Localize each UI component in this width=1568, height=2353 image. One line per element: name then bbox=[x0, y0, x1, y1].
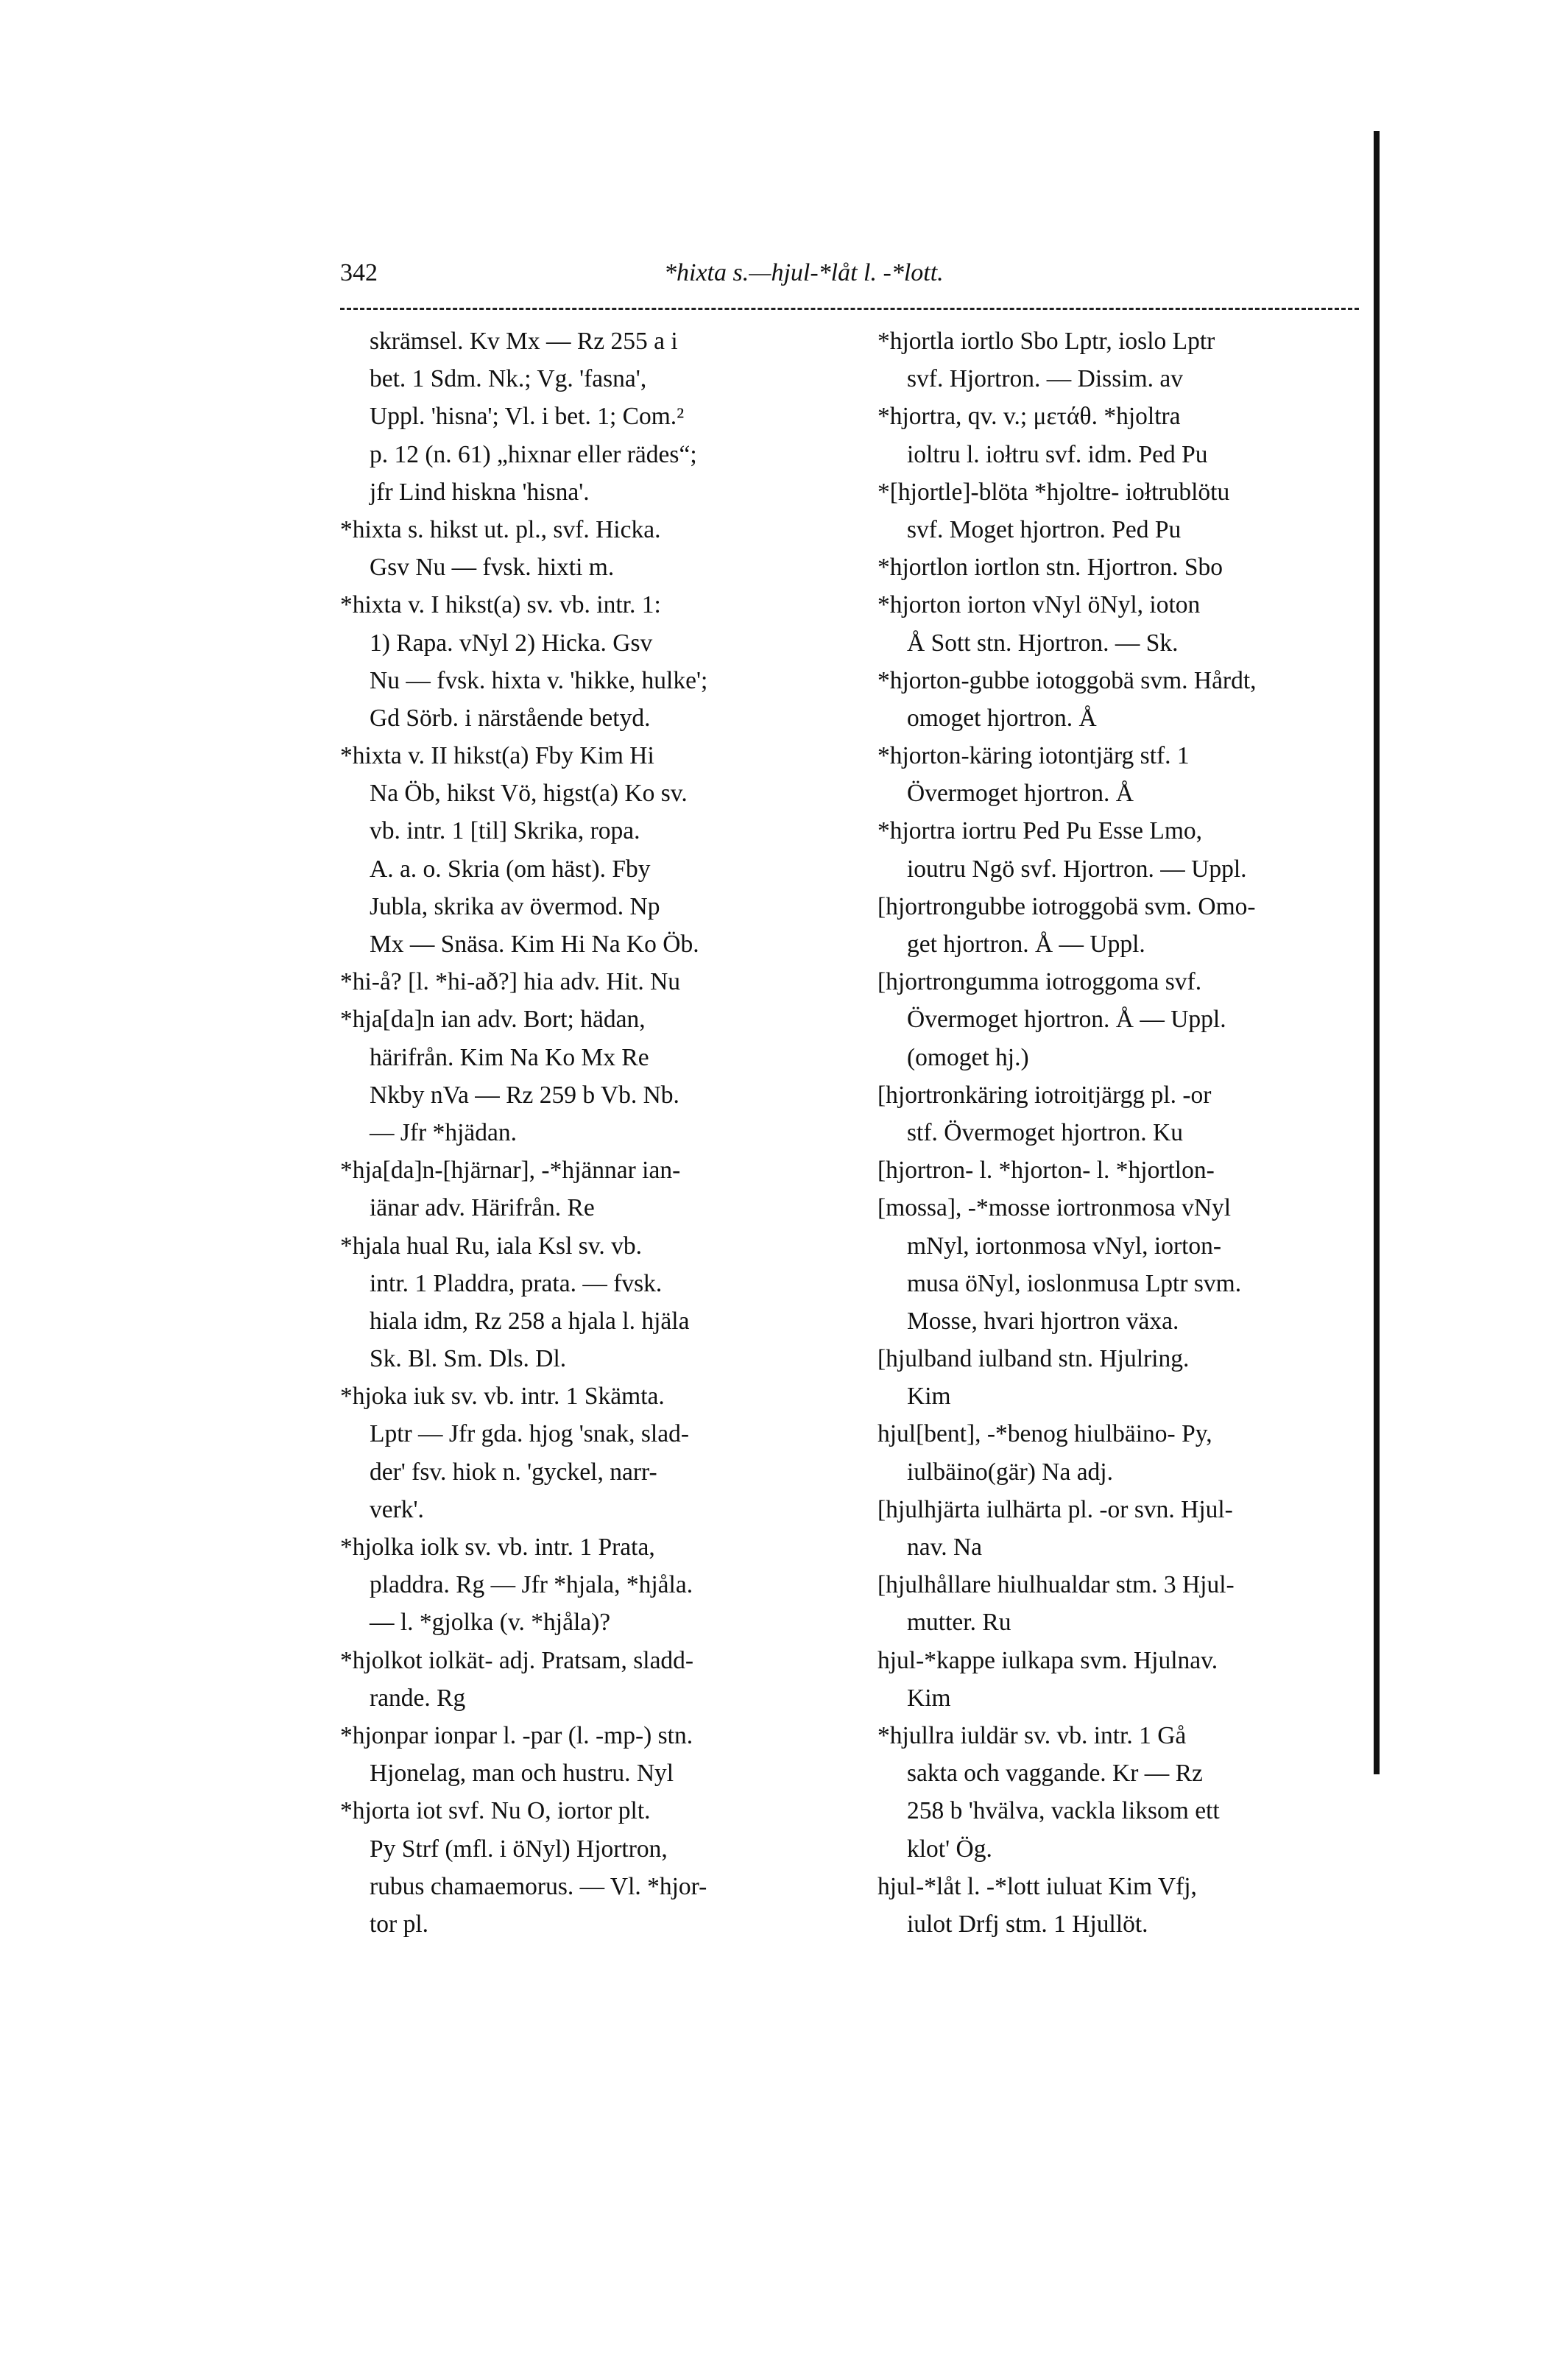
left-column-line: tor pl. bbox=[370, 1910, 429, 1938]
right-column-line: svf. Hjortron. — Dissim. av bbox=[907, 365, 1183, 393]
left-column-line: — l. *gjolka (v. *hjåla)? bbox=[370, 1609, 611, 1637]
left-column-line: verk'. bbox=[370, 1495, 424, 1523]
right-column-line: [hjortron- l. *hjorton- l. *hjortlon- bbox=[877, 1157, 1215, 1185]
right-column-line: Kim bbox=[907, 1684, 951, 1712]
right-column-line: [hjulband iulband stn. Hjulring. bbox=[877, 1345, 1190, 1373]
right-column-line: [hjulhållare hiulhualdar stm. 3 Hjul- bbox=[877, 1571, 1235, 1599]
right-column-line: (omoget hj.) bbox=[907, 1043, 1029, 1071]
left-column-line: pladdra. Rg — Jfr *hjala, *hjåla. bbox=[370, 1571, 693, 1599]
left-column-line: Jubla, skrika av övermod. Np bbox=[370, 892, 660, 920]
right-column-line: *hjortlon iortlon stn. Hjortron. Sbo bbox=[877, 554, 1223, 582]
right-column-line: *hjorton iorton vNyl öNyl, ioton bbox=[877, 591, 1201, 619]
left-column-line: p. 12 (n. 61) „hixnar eller rädes“; bbox=[370, 440, 697, 468]
right-column-line: hjul-*låt l. -*lott iuluat Kim Vfj, bbox=[877, 1872, 1197, 1900]
left-column-line: intr. 1 Pladdra, prata. — fvsk. bbox=[370, 1269, 663, 1297]
left-column-line: *hixta v. I hikst(a) sv. vb. intr. 1: bbox=[340, 591, 661, 619]
right-column-line: *hjorton-gubbe iotoggobä svm. Hårdt, bbox=[877, 666, 1257, 694]
right-column-line: ioltru l. iołtru svf. idm. Ped Pu bbox=[907, 440, 1208, 468]
left-column-line: *hja[da]n ian adv. Bort; hädan, bbox=[340, 1006, 646, 1034]
left-column-line: Mx — Snäsa. Kim Hi Na Ko Öb. bbox=[370, 931, 699, 958]
left-column-line: 1) Rapa. vNyl 2) Hicka. Gsv bbox=[370, 629, 653, 657]
right-column-line: mNyl, iortonmosa vNyl, iorton- bbox=[907, 1232, 1222, 1260]
left-column-line: Na Öb, hikst Vö, higst(a) Ko sv. bbox=[370, 780, 688, 808]
right-column-line: Övermoget hjortron. Å bbox=[907, 780, 1134, 808]
right-column-line: musa öNyl, ioslonmusa Lptr svm. bbox=[907, 1269, 1242, 1297]
header-rule bbox=[340, 308, 1359, 310]
left-column-line: bet. 1 Sdm. Nk.; Vg. 'fasna', bbox=[370, 365, 647, 393]
left-column-line: der' fsv. hiok n. 'gyckel, narr- bbox=[370, 1458, 657, 1486]
right-column-line: ioutru Ngö svf. Hjortron. — Uppl. bbox=[907, 855, 1247, 883]
page-number: 342 bbox=[340, 259, 378, 286]
right-column bbox=[877, 322, 1371, 1943]
left-column-line: *hja[da]n-[hjärnar], -*hjännar ian- bbox=[340, 1157, 681, 1185]
left-column-line: hiala idm, Rz 258 a hjala l. hjäla bbox=[370, 1307, 690, 1335]
right-column-line: Kim bbox=[907, 1383, 951, 1411]
right-column-line: 258 b 'hvälva, vackla liksom ett bbox=[907, 1797, 1220, 1825]
right-column-line: hjul-*kappe iulkapa svm. Hjulnav. bbox=[877, 1646, 1218, 1674]
running-head: *hixta s.—hjul-*låt l. -*lott. bbox=[664, 259, 944, 286]
left-column-line: vb. intr. 1 [til] Skrika, ropa. bbox=[370, 817, 640, 845]
right-column-line: stf. Övermoget hjortron. Ku bbox=[907, 1118, 1183, 1146]
right-column-line: *hjortla iortlo Sbo Lptr, ioslo Lptr bbox=[877, 328, 1215, 355]
right-column-line: [hjortrongubbe iotroggobä svm. Omo- bbox=[877, 892, 1256, 920]
left-column-line: *hi-å? [l. *hi-að?] hia adv. Hit. Nu bbox=[340, 968, 681, 996]
left-column-line: skrämsel. Kv Mx — Rz 255 a i bbox=[370, 328, 678, 355]
left-column-line: *hixta v. II hikst(a) Fby Kim Hi bbox=[340, 742, 654, 770]
left-column-line: Uppl. 'hisna'; Vl. i bet. 1; Com.² bbox=[370, 403, 685, 431]
right-column-line: Å Sott stn. Hjortron. — Sk. bbox=[907, 629, 1179, 657]
left-column-line: Lptr — Jfr gda. hjog 'snak, slad- bbox=[370, 1420, 690, 1448]
left-column-line: *hjolkot iolkät- adj. Pratsam, sladd- bbox=[340, 1646, 694, 1674]
right-column-line: sakta och vaggande. Kr — Rz bbox=[907, 1760, 1203, 1788]
left-column-line: *hjorta iot svf. Nu O, iortor plt. bbox=[340, 1797, 651, 1825]
right-column-line: *hjullra iuldär sv. vb. intr. 1 Gå bbox=[877, 1721, 1187, 1749]
left-column-line: iänar adv. Härifrån. Re bbox=[370, 1194, 595, 1222]
right-column-line: Mosse, hvari hjortron växa. bbox=[907, 1307, 1179, 1335]
right-column-line: [hjortrongumma iotroggoma svf. bbox=[877, 968, 1202, 996]
left-column bbox=[340, 322, 848, 1943]
right-column-line: *[hjortle]-blöta *hjoltre- iołtrublötu bbox=[877, 478, 1230, 506]
right-column-line: nav. Na bbox=[907, 1534, 983, 1561]
right-column-line: iulbäino(gär) Na adj. bbox=[907, 1458, 1113, 1486]
left-column-line: Nu — fvsk. hixta v. 'hikke, hulke'; bbox=[370, 666, 708, 694]
left-column-line: Gsv Nu — fvsk. hixti m. bbox=[370, 554, 615, 582]
left-column-line: rubus chamaemorus. — Vl. *hjor- bbox=[370, 1872, 707, 1900]
left-column-line: A. a. o. Skria (om häst). Fby bbox=[370, 855, 651, 883]
left-column-line: *hjonpar ionpar l. -par (l. -mp-) stn. bbox=[340, 1721, 693, 1749]
left-column-line: Sk. Bl. Sm. Dls. Dl. bbox=[370, 1345, 567, 1373]
left-column-line: — Jfr *hjädan. bbox=[370, 1118, 518, 1146]
right-column-line: klot' Ög. bbox=[907, 1835, 992, 1863]
right-column-line: svf. Moget hjortron. Ped Pu bbox=[907, 515, 1182, 543]
left-column-line: härifrån. Kim Na Ko Mx Re bbox=[370, 1043, 649, 1071]
left-column-line: rande. Rg bbox=[370, 1684, 466, 1712]
left-column-line: *hjolka iolk sv. vb. intr. 1 Prata, bbox=[340, 1534, 655, 1561]
left-column-line: *hjala hual Ru, iala Ksl sv. vb. bbox=[340, 1232, 642, 1260]
right-column-line: [hjortronkäring iotroitjärgg pl. -or bbox=[877, 1081, 1212, 1109]
left-column-line: *hixta s. hikst ut. pl., svf. Hicka. bbox=[340, 515, 661, 543]
left-column-line: Hjonelag, man och hustru. Nyl bbox=[370, 1760, 674, 1788]
right-column-line: Övermoget hjortron. Å — Uppl. bbox=[907, 1006, 1226, 1034]
left-column-line: Gd Sörb. i närstående betyd. bbox=[370, 704, 651, 732]
left-column-line: jfr Lind hiskna 'hisna'. bbox=[370, 478, 590, 506]
right-column-line: [mossa], -*mosse iortronmosa vNyl bbox=[877, 1194, 1232, 1222]
left-column-line: Nkby nVa — Rz 259 b Vb. Nb. bbox=[370, 1081, 679, 1109]
right-column-line: *hjorton-käring iotontjärg stf. 1 bbox=[877, 742, 1190, 770]
left-column-line: *hjoka iuk sv. vb. intr. 1 Skämta. bbox=[340, 1383, 665, 1411]
right-column-line: omoget hjortron. Å bbox=[907, 704, 1097, 732]
margin-rule bbox=[1374, 131, 1380, 1774]
page-header bbox=[340, 259, 1359, 303]
right-column-line: mutter. Ru bbox=[907, 1609, 1011, 1637]
right-column-line: *hjortra iortru Ped Pu Esse Lmo, bbox=[877, 817, 1203, 845]
left-column-line: Py Strf (mfl. i öNyl) Hjortron, bbox=[370, 1835, 668, 1863]
right-column-line: [hjulhjärta iulhärta pl. -or svn. Hjul- bbox=[877, 1495, 1233, 1523]
right-column-line: get hjortron. Å — Uppl. bbox=[907, 931, 1145, 958]
right-column-line: hjul[bent], -*benog hiulbäino- Py, bbox=[877, 1420, 1212, 1448]
right-column-line: *hjortra, qv. v.; μετάθ. *hjoltra bbox=[877, 403, 1181, 431]
right-column-line: iulot Drfj stm. 1 Hjullöt. bbox=[907, 1910, 1148, 1938]
